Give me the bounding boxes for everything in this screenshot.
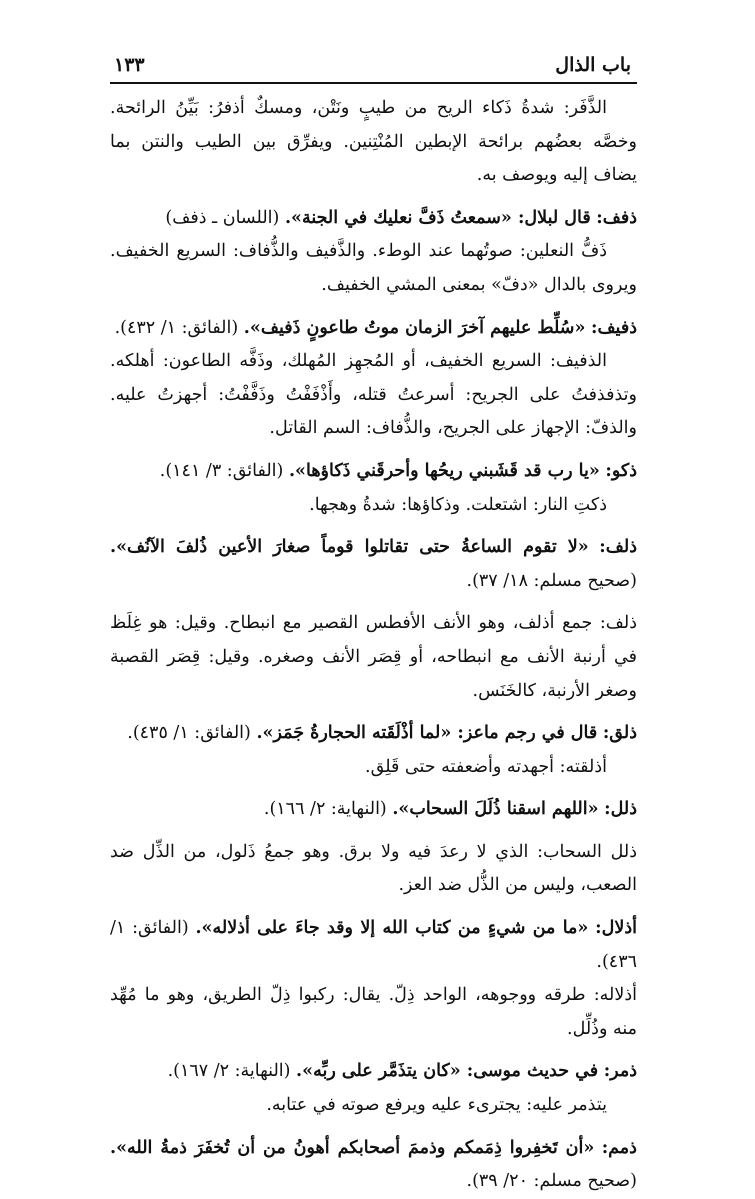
entry-line <box>110 793 637 827</box>
source-citation: (النهاية: ٢/ ١٦٦). <box>263 799 387 820</box>
entry-line <box>110 1132 637 1199</box>
definition-paragraph: أذلاله: طرقه ووجوهه، الواحد ذِلّ. يقال: ركبوا ذِلّ الطريق، وهو ما مُهِّد منه وذُلِّل. <box>110 985 637 1039</box>
source-citation: (النهاية: ٢/ ١٦٧). <box>167 1061 291 1082</box>
entry-headword: ذلق: <box>602 723 637 744</box>
header-rule <box>110 82 637 84</box>
hadith-text: «أن تَخفِروا ذِمَمكم وذممَ أصحابكم أهونُ من أن تُخفَرَ ذمةُ الله». <box>110 1137 595 1158</box>
definition-paragraph: الذَّفَر: شدةُ ذَكاء الريح من طيبٍ ونَتْن، ومسكٌ أذفرُ: بَيِّنُ الرائحة. وخصَّه بعضُهم برائحة الإبطين المُنْتِنين. ويفرِّق بين الطيب والنتن بما يضاف إليه ويوصف به. <box>110 98 637 186</box>
entry-line <box>110 202 637 236</box>
entry-headword: ذلف: <box>599 537 637 558</box>
source-citation: (الفائق: ٣/ ١٤١). <box>159 460 284 481</box>
entry-headword: أذلال: <box>595 918 637 939</box>
hadith-text: قال في رجم ماعز: «لما أذْلَقَته الحجارةُ جَمَز». <box>256 723 598 744</box>
entry-line <box>110 717 637 751</box>
definition-paragraph: ذكتِ النار: اشتعلت. وذكاؤها: شدةُ وهجها. <box>309 494 607 515</box>
entry-line <box>110 1055 637 1089</box>
page-header <box>110 48 637 80</box>
source-citation: (صحيح مسلم: ٢٠/ ٣٩). <box>466 1171 637 1192</box>
hadith-text: «ما من شيءٍ من كتاب الله إلا وقد جاءَ على أذلاله». <box>195 918 589 939</box>
entry-headword: ذلل: <box>604 799 637 820</box>
entry-headword: ذفيف: <box>590 317 637 338</box>
source-citation: (اللسان ـ ذفف) <box>165 207 280 228</box>
definition-paragraph: الذفيف: السريع الخفيف، أو المُجهِز المُهلك، وذَفَّه الطاعون: أهلكه. وتذفذفتُ على الجريح: أسرعتُ قتله، وأَذْفَفْتُ وذَفَّفْتُ: أجهزتُ عليه. والذفّ: الإجهاز على الجريح، والذُّفاف: السم القاتل. <box>110 351 637 439</box>
hadith-text: «سُلِّط عليهم آخرَ الزمان موتُ طاعونٍ ذَفيف». <box>243 317 586 338</box>
definition-paragraph: ذلل السحاب: الذي لا رعدَ فيه ولا برق. وهو جمعُ ذَلول، من الذِّل ضد الصعب، وليس من الذُّل ضد العز. <box>110 841 637 896</box>
definition-paragraph: أذلقته: أجهدته وأضعفته حتى قَلِق. <box>365 756 607 777</box>
hadith-text: «يا رب قد قَشَبني ريحُها وأحرقَني ذَكاؤها». <box>288 460 600 481</box>
entry-headword: ذمم: <box>601 1137 637 1158</box>
entry-headword: ذكو: <box>605 460 637 481</box>
hadith-text: «اللهم اسقنا ذُلَلَ السحاب». <box>392 799 599 820</box>
entry-line <box>110 312 637 346</box>
definition-paragraph: يتذمر عليه: يجترىء عليه ويرفع صوته في عتابه. <box>266 1095 607 1116</box>
source-citation: (صحيح مسلم: ١٨/ ٣٧). <box>466 570 637 591</box>
source-citation: (الفائق: ١/ ٤٣٢). <box>114 317 239 338</box>
source-citation: (الفائق: ١/ ٤٣٦). <box>110 918 637 972</box>
entry-line <box>110 531 637 598</box>
entry-headword: ذمر: <box>603 1061 637 1082</box>
chapter-title: باب الذال <box>555 54 631 76</box>
definition-paragraph: ذلف: جمع أذلف، وهو الأنف الأفطس القصير مع انبطاح. وقيل: هو غِلَظ في أرنبة الأنف مع انبطاحه، أو قِصَر الأنف وصغره. وقيل: قِصَر القصبة وصغر الأرنبة، كالخَنَس. <box>110 613 637 701</box>
hadith-text: «لا تقوم الساعةُ حتى تقاتلوا قوماً صغارَ الأعين ذُلفَ الآنُف». <box>110 537 589 558</box>
hadith-text: في حديث موسى: «كان يتذَمَّر على ربِّه». <box>296 1061 599 1082</box>
page-body <box>110 92 637 1199</box>
hadith-text: قال لبلال: «سمعتُ ذَفَّ نعليك في الجنة». <box>284 207 591 228</box>
definition-paragraph: ذَفُّ النعلين: صوتُهما عند الوطء. والذَّفيف والذُّفاف: السريع الخفيف. ويروى بالدال «دفّ» بمعنى المشي الخفيف. <box>110 241 637 295</box>
source-citation: (الفائق: ١/ ٤٣٥). <box>127 723 251 744</box>
entry-line <box>110 912 637 979</box>
page-number: ١٣٣ <box>114 54 145 76</box>
entry-headword: ذفف: <box>596 207 637 228</box>
entry-line <box>110 455 637 489</box>
